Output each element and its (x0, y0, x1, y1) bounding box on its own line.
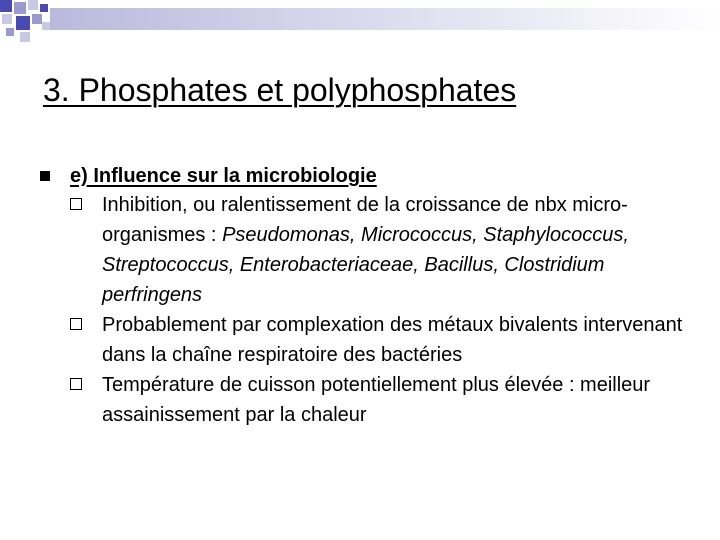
list-item-text: Probablement par complexation des métaux bivalents intervenant dans la chaîne respiratoire des bactéries (102, 314, 683, 366)
title-area (43, 70, 673, 110)
square-bullet-icon (40, 171, 50, 181)
hollow-square-bullet-icon (70, 318, 82, 330)
section-heading: e) Influence sur la microbiologie (70, 165, 377, 187)
list-item (70, 310, 690, 370)
organism-list: Pseudomonas, Micrococcus, Staphylococcus, Streptococcus, Enterobacteriaceae, Bacillus, Clostridium perfringens (102, 224, 629, 306)
header-decoration (0, 0, 720, 50)
list-item (70, 370, 690, 430)
list-item-text: Température de cuisson potentiellement plus élevée : meilleur assainissement par la chaleur (102, 374, 651, 426)
slide-content (40, 162, 690, 430)
section-heading-item (40, 162, 690, 190)
list-item (70, 190, 690, 310)
hollow-square-bullet-icon (70, 378, 82, 390)
hollow-square-bullet-icon (70, 198, 82, 210)
slide-title: 3. Phosphates et polyphosphates (43, 72, 517, 108)
list-item-text: Inhibition, ou ralentissement de la croissance de nbx micro-organismes : (102, 194, 628, 246)
